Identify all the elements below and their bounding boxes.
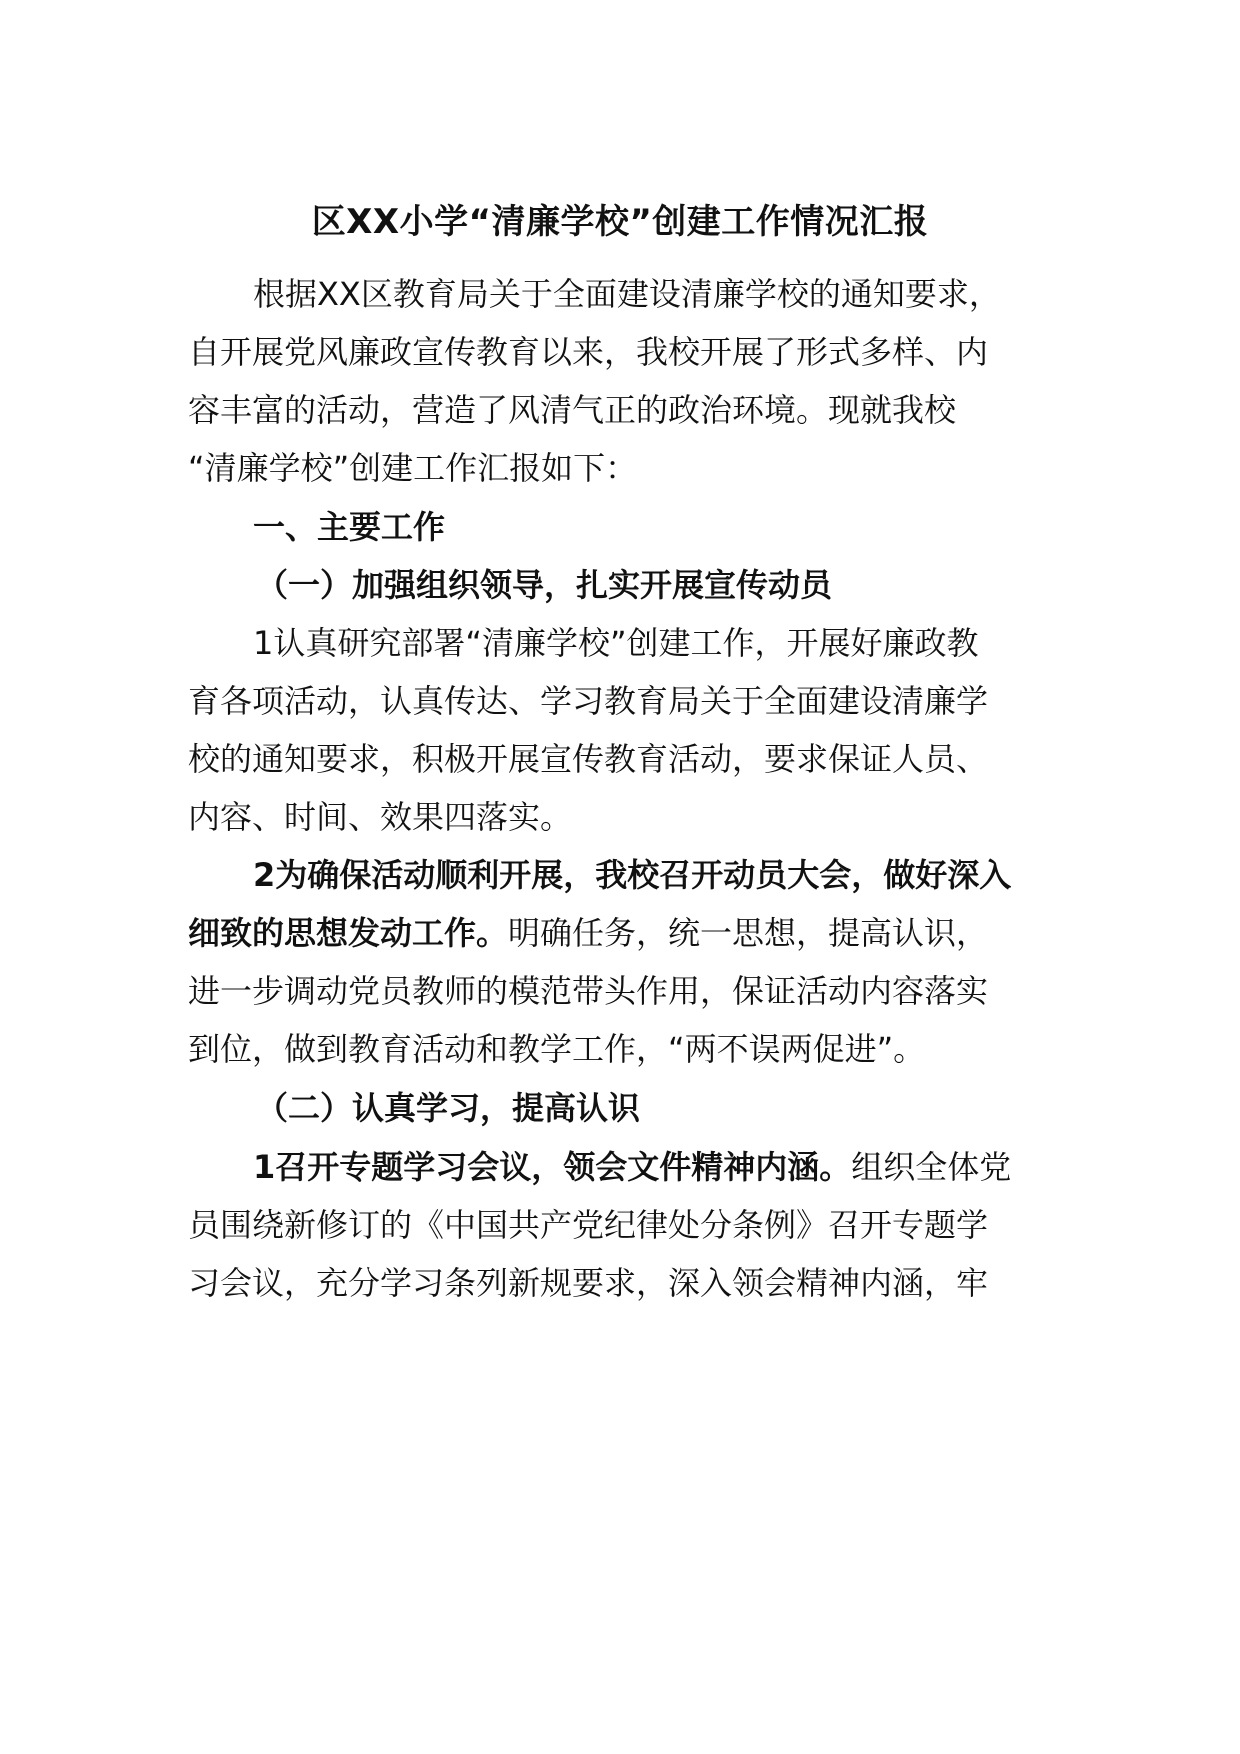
sub1-item2-line-1: 2为确保活动顺利开展，我校召开动员大会，做好深入: [253, 856, 1012, 894]
sub1-item1-line-3: 校的通知要求，积极开展宣传教育活动，要求保证人员、: [188, 740, 989, 778]
intro-line-4: “清廉学校”创建工作汇报如下：: [188, 449, 638, 487]
document-title: 区XX小学“清廉学校”创建工作情况汇报: [311, 202, 929, 242]
sub1-item2-line-2-bold: 细致的思想发动工作。: [188, 914, 509, 952]
intro-line-1: 根据XX区教育局关于全面建设清廉学校的通知要求，: [253, 275, 1001, 313]
sub1-item2-line-2: [188, 911, 988, 955]
intro-line-2: 自开展党风廉政宣传教育以来，我校开展了形式多样、内: [188, 333, 989, 371]
sub2-item1-line-1: [253, 1145, 1011, 1189]
sub1-item1-line-1: 1认真研究部署“清廉学校”创建工作，开展好廉政教: [253, 624, 979, 662]
section-heading-main-work: 一、主要工作: [253, 508, 446, 546]
sub2-item1-line-1-bold: 1召开专题学习会议，领会文件精神内涵。: [253, 1148, 852, 1186]
sub1-item2-line-2-rest: 明确任务，统一思想，提高认识，: [508, 914, 989, 952]
intro-line-3: 容丰富的活动，营造了风清气正的政治环境。现就我校: [188, 391, 957, 429]
subsection-heading-1: （一）加强组织领导，扎实开展宣传动员: [256, 566, 833, 604]
sub2-item1-line-2: 员围绕新修订的《中国共产党纪律处分条例》召开专题学: [188, 1206, 989, 1244]
sub2-item1-line-1-rest: 组织全体党: [851, 1148, 1012, 1186]
sub1-item1-line-2: 育各项活动，认真传达、学习教育局关于全面建设清廉学: [188, 682, 989, 720]
sub1-item2-line-4: 到位，做到教育活动和教学工作，“两不误两促进”。: [188, 1030, 926, 1068]
subsection-heading-2: （二）认真学习，提高认识: [256, 1089, 641, 1127]
sub1-item2-line-3: 进一步调动党员教师的模范带头作用，保证活动内容落实: [188, 972, 989, 1010]
sub1-item1-line-4: 内容、时间、效果四落实。: [188, 798, 573, 836]
sub2-item1-line-3: 习会议，充分学习条列新规要求，深入领会精神内涵，牢: [188, 1264, 989, 1302]
